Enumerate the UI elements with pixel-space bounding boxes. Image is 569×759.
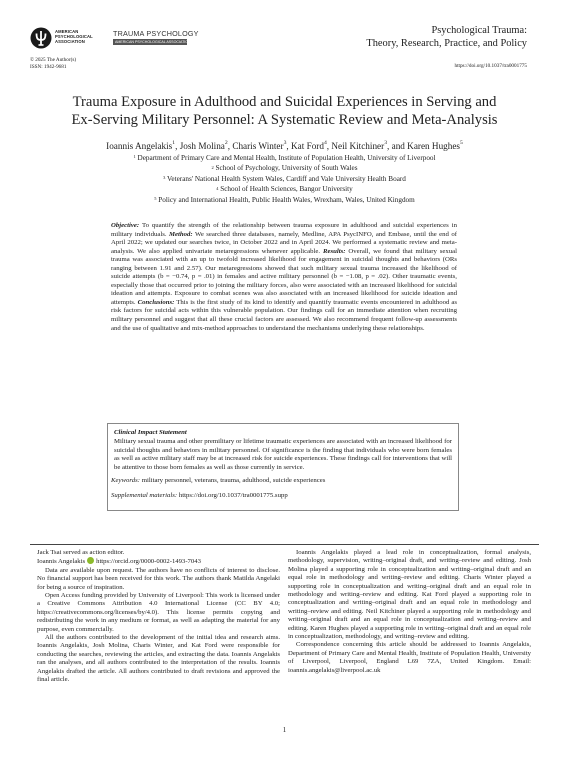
supplemental-label: Supplemental materials: [111, 492, 178, 499]
author: Josh Molina$^2$ [179, 140, 228, 151]
supplemental-materials [111, 492, 461, 499]
clinical-impact-body: Military sexual trauma and other premilitary or lifetime traumatic experiences are associated with an increased likelihood for suicidal thoughts and behaviors in military personnel. Of significance is the finding that individuals who were born females as well as active military staff may be at increased risk for suicide experiences. These findings call for interventions that will be attentive to those born females as well as those currently in service. [114, 438, 452, 471]
correspondence-note: Correspondence concerning this article should be addressed to Ioannis Angelakis, Department of Primary Care and Mental Health, Institute of Population Health, University of Liverpool, Liverpool, England L69 7ZA, United Kingdom. Email: ioannis.angelakis@liverpool.ac.uk [288, 641, 531, 674]
article-title-line2: Ex-Serving Military Personnel: A Systematic Review and Meta-Analysis [71, 111, 498, 128]
action-editor-note: Jack Tsai served as action editor. [37, 549, 125, 556]
doi-link[interactable]: https://doi.org/10.1037/tra0001775 [454, 63, 527, 69]
affiliation: $^5$ Policy and International Health, Public Health Wales, Wrexham, Wales, United Kingdom [154, 195, 415, 204]
footnote-divider [30, 544, 539, 545]
affiliations [30, 153, 539, 205]
journal-title [366, 24, 527, 50]
abstract-results: Overall, we found that military sexual trauma was associated with an up to twofold increased likelihood for engagement in suicidal thoughts and behaviors (ORs ranging between 1.91 and 2.57). Our metaregressions showed that such military sexual trauma increased the likelihood of suicide attempts (b = −0.74, p = .01) in females and active military personnel (b = −1.08, p = .02). Other traumatic events, especially those that occurred prior to joining the military forces, also were associated with an increased likelihood for suicidal ideation and attempts. Exposure to combat scenes was also associated with an increased likelihood for suicide ideation and attempts. [111, 247, 458, 306]
credit-roles-note: Ioannis Angelakis played a lead role in conceptualization, formal analysis, methodology, supervision, writing–original draft, and writing–review and editing. Josh Molina played a supporting role in conceptualization and writing–original draft and an equal role in methodology and writing–review and editing. Charis Winter played a supporting role in conceptualization and writing–original draft and an equal role in methodology and writing–review and editing. Kat Ford played a supporting role in conceptualization and writing–original draft and an equal role in methodology and writing–review and editing. Neil Kitchiner played a supporting role in methodology and writing–original draft and an equal role in conceptualization and writing–review and editing. Karen Hughes played a supporting role in writing–original draft and an equal role in conceptualization, methodology, and writing–review and editing. [288, 549, 531, 641]
journal-title-line1: Psychological Trauma: [431, 25, 527, 36]
keywords-text: military personnel, veterans, trauma, adulthood, suicide experiences [141, 477, 326, 484]
open-access-note: Open Access funding provided by University of Liverpool: This work is licensed under a Creative Commons Attribution 4.0 International License (CC BY 4.0; https://creativecommons.org/licenses/by/4.0). This license permits copying and redistributing the work in any medium or format, as well as adapting the material for any purpose, even commercially. [37, 592, 280, 633]
article-title-line1: Trauma Exposure in Adulthood and Suicidal Experiences in Serving and [72, 94, 497, 110]
author: Neil Kitchiner$^3$ [331, 140, 388, 151]
abstract-method: We searched three databases, namely, Medline, APA PsycINFO, and Embase, until the end of April 2022; we updated our searches twice, in October 2022 and in April 2024. We performed a systematic review and meta-analysis. We also applied univariate metaregressions whenever applicable. [111, 230, 458, 255]
orcid-note: Ioannis Angelakis https://orcid.org/0000-0002-1493-7043 [37, 558, 201, 566]
keywords-label: Keywords: [111, 477, 140, 484]
abstract-conclusions-label: Conclusions: [137, 298, 175, 306]
abstract-conclusions: This is the first study of its kind to identify and quantify traumatic events encountered in adulthood as risk factors for suicidal acts within this vulnerable population. Our findings call for an immediate attention when recruiting military personnel and suggest that all these crucial factors are assessed. We also recommend frequent follow-up assessments and the use of qualitative and mix-method approaches to understand the mechanisms underlying these relationships. [111, 298, 457, 332]
abstract-results-label: Results: [322, 247, 346, 255]
affiliation: $^1$ Department of Primary Care and Mental Health, Institute of Population Health, University of Liverpool [133, 154, 436, 162]
contributions-note: All the authors contributed to the development of the initial idea and research aims. Ioannis Angelakis, Josh Molina, Charis Winter, and Kat Ford were responsible for conducting the searches, reviewing the articles, and extracting the data. Ioannis Angelakis ran the analyses, and all authors contributed to the interpretation of the results. Ioannis Angelakis drafted the article. All authors contributed to draft revisions and approved the final article. [37, 634, 280, 684]
trauma-psychology-name: TRAUMA PSYCHOLOGY [113, 29, 199, 38]
apa-logo [30, 27, 105, 49]
trauma-psychology-sub: AMERICAN PSYCHOLOGICAL ASSOCIATION [115, 40, 191, 44]
author: and Karen Hughes$^5$ [391, 140, 463, 151]
apa-logo-text: AMERICAN PSYCHOLOGICAL ASSOCIATION [55, 29, 93, 44]
abstract-objective-label: Objective: [111, 222, 140, 229]
author-list: Ioannis Angelakis$^1$, Josh Molina$^2$, Charis Winter$^3$, Kat Ford$^4$, Neil Kitchiner$^3$, and Karen Hughes$^5$ [106, 140, 463, 151]
journal-title-line2: Theory, Research, Practice, and Policy [366, 38, 527, 49]
footnotes-left-column [37, 549, 280, 685]
issn: ISSN: 1942-9681 [30, 63, 67, 70]
author: Kat Ford$^4$ [291, 140, 327, 151]
copyright: © 2025 The Author(s) [30, 57, 77, 63]
article-title [30, 94, 539, 129]
affiliation: $^2$ School of Psychology, University of South Wales [211, 164, 358, 173]
apa-psi-icon [30, 27, 52, 49]
supplemental-link[interactable]: https://doi.org/10.1037/tra0001775.supp [178, 492, 288, 499]
affiliation: $^3$ Veterans' National Health System Wales, Cardiff and Vale University Health Board [163, 174, 406, 183]
page-number: 1 [282, 726, 287, 734]
clinical-impact-heading: Clinical Impact Statement [114, 429, 187, 436]
abstract [111, 222, 457, 333]
data-availability-note: Data are available upon request. The authors have no conflicts of interest to disclose. No financial support has been received for this work. The authors thank Matilda Angelaki for being a source of inspiration. [37, 566, 280, 591]
orcid-icon [87, 557, 94, 564]
author: Charis Winter$^3$ [232, 140, 287, 151]
abstract-method-label: Method: [169, 230, 193, 238]
footnotes-right-column [288, 549, 531, 675]
abstract-objective: To quantify the strength of the relationship between trauma exposure in adulthood and suicidal experiences in military individuals. [111, 222, 457, 238]
keywords [111, 477, 461, 484]
affiliation: $^4$ School of Health Sciences, Bangor University [216, 185, 353, 194]
copyright-block [30, 57, 76, 70]
trauma-psychology-logo [113, 28, 199, 48]
author: Ioannis Angelakis$^1$ [106, 140, 176, 151]
orcid-link[interactable]: https://orcid.org/0000-0002-1493-7043 [96, 558, 201, 566]
